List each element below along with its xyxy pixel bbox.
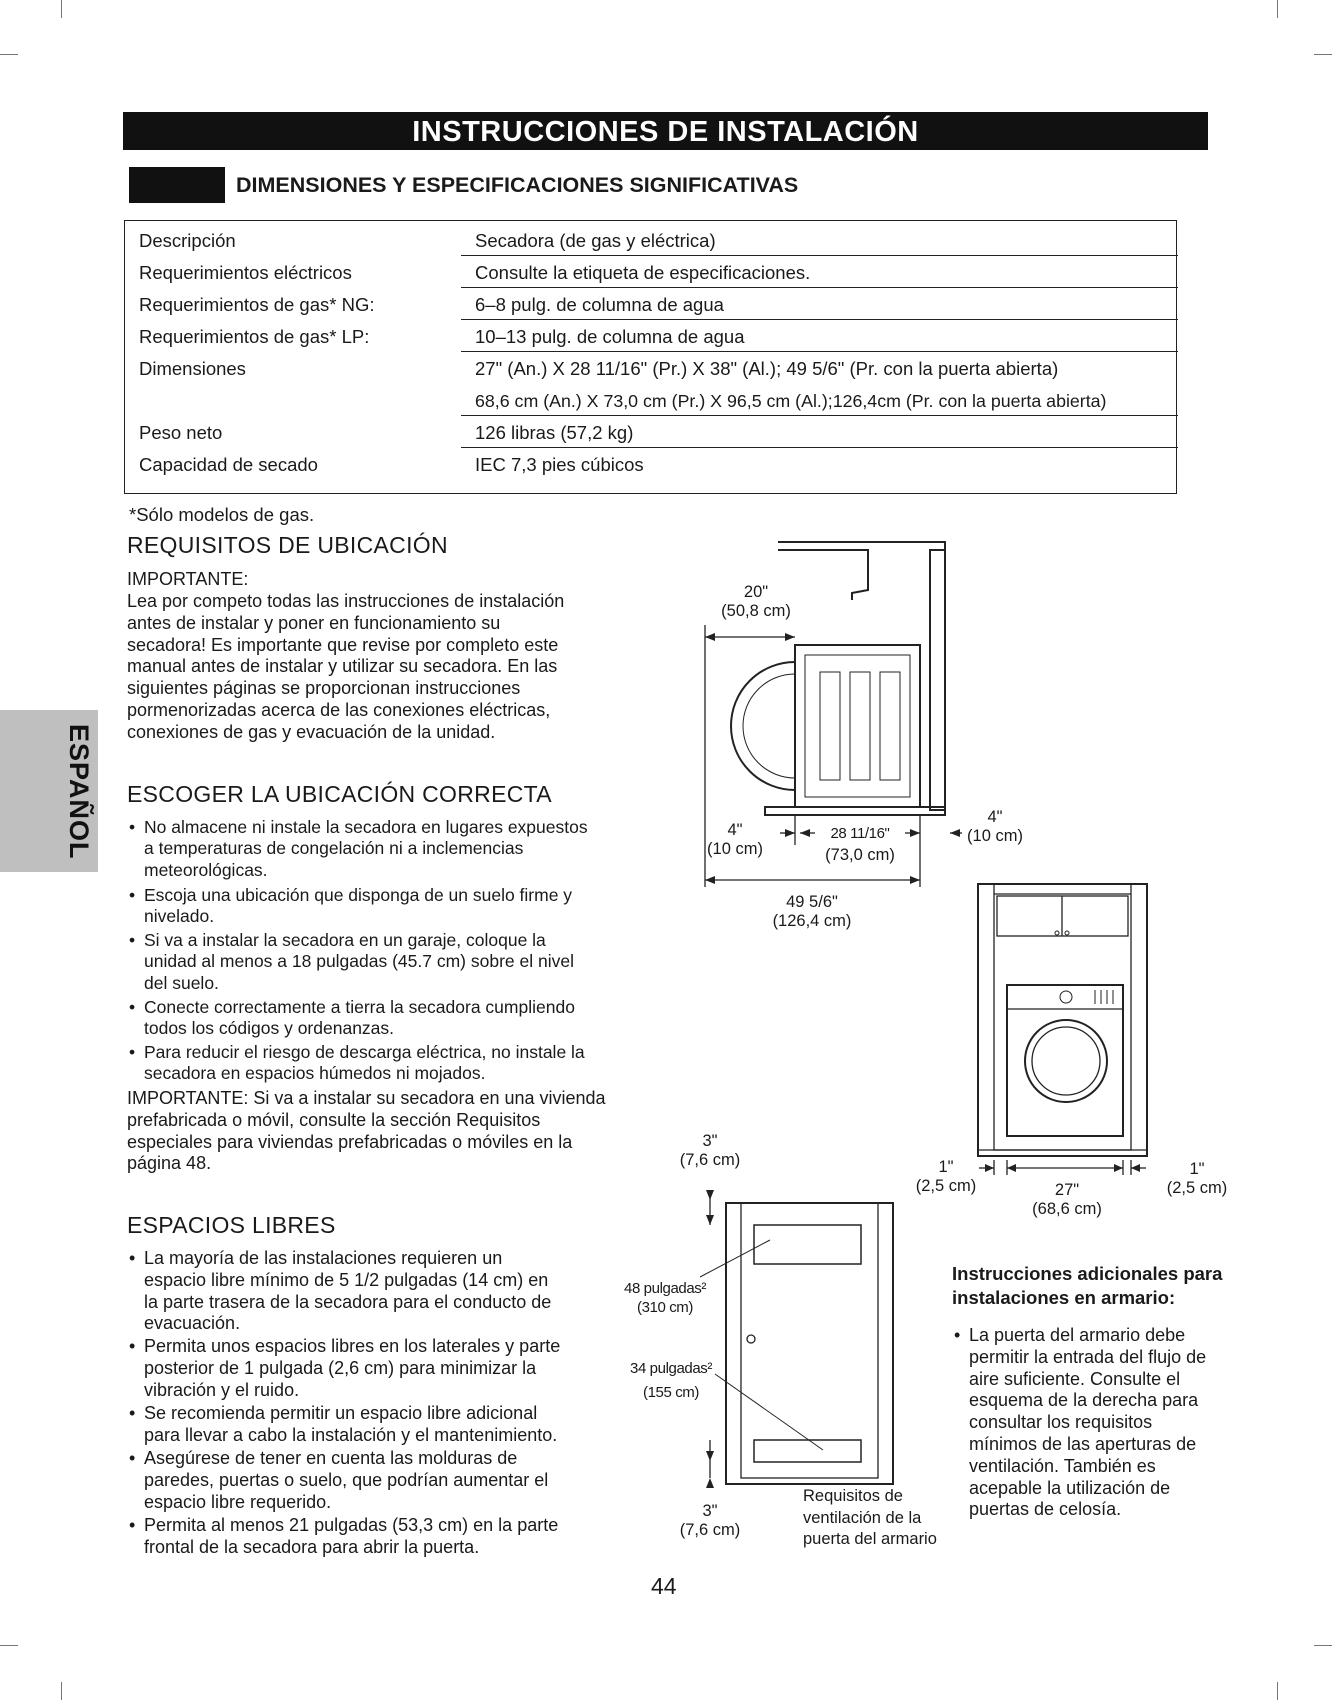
caption-line: puerta del armario [803,1530,937,1548]
dim-label: 3" [702,1132,718,1150]
bullet-icon: • [129,930,136,950]
spec-footnote: *Sólo modelos de gas. [129,504,315,525]
text-line: manual antes de instalar y utilizar su secadora. En las [127,656,558,677]
text-line: Si va a instalar la secadora en un garaje, coloque la [144,930,546,950]
bullet-icon: • [129,1248,136,1268]
list-item [954,1325,1207,1521]
spec-value: Secadora (de gas y eléctrica) [475,230,716,251]
lower-vent-area [628,1357,714,1405]
text-line: meteorológicas. [144,859,268,880]
arrow-icon [706,1190,714,1200]
text-line: consultar los requisitos [969,1412,1153,1433]
caption-line: Requisitos de [803,1487,903,1505]
section-banner: INSTRUCCIONES DE INSTALACIÓN [123,112,1208,150]
dim-label: 28 11/16" [830,825,890,842]
text-line: espacio libre requerido. [144,1491,332,1512]
bullet-icon: • [129,1336,136,1356]
spec-label: Requerimientos de gas* NG: [139,294,375,315]
text-line: pormenorizadas acerca de las conexiones eléctricas, [127,699,551,720]
dim-label: (50,8 cm) [721,602,791,620]
text-line: Asegúrese de tener en cuenta las molduras de [144,1448,518,1468]
text-line: mínimos de las aperturas de [969,1433,1197,1454]
dim-label: 20" [743,583,769,601]
leader-line [715,1374,823,1450]
arrow-icon [706,1478,714,1488]
title-line: instalaciones en armario: [952,1287,1176,1308]
text-line: para llevar a cabo la instalación y el mantenimiento. [144,1424,558,1445]
clearance-heading: ESPACIOS LIBRES [127,1212,336,1238]
dim-label: (2,5 cm) [915,1177,977,1195]
text-line: página 48. [127,1153,212,1174]
bullet-icon: • [954,1325,961,1345]
text-line: antes de instalar y poner en funcionamiento su [127,612,501,633]
bullet-icon: • [129,817,136,837]
upper-vent [754,1225,861,1264]
dim-label: (126,4 cm) [772,912,852,930]
lower-vent [754,1440,861,1462]
arrow-icon [706,1215,714,1225]
text-line: posterior de 1 pulgada (2,6 cm) para minimizar la [144,1357,537,1378]
spec-label: Requerimientos de gas* LP: [139,326,370,347]
door-bottom-dim [670,1502,750,1540]
dim-label: (10 cm) [707,840,763,858]
section-subtitle: DIMENSIONES Y ESPECIFICACIONES SIGNIFICATIVAS [236,173,799,197]
text-line: Escoja una ubicación que disponga de un suelo firme y [144,885,573,905]
text-line: especiales para viviendas prefabricadas o móviles en la [127,1131,573,1152]
dim-label: 34 pulgadas² [630,1360,712,1377]
spec-label: Dimensiones [139,358,246,379]
dim-label: (10 cm) [967,827,1023,845]
text-line: secadora! Es importante que revise por completo este [127,634,559,655]
text-line: todos los códigos y ordenanzas. [144,1018,395,1039]
text-line: conexiones de gas y evacuación de la unidad. [127,721,496,742]
spec-value: Consulte la etiqueta de especificaciones. [475,262,811,283]
dim-label: 48 pulgadas² [624,1280,706,1297]
dim-label: 4" [987,808,1003,826]
spec-label: Requerimientos eléctricos [139,262,352,283]
bullet-icon: • [129,885,136,905]
text-line: ventilación. También es [969,1455,1156,1476]
bullet-icon: • [129,1515,136,1535]
text-line: evacuación. [144,1313,241,1334]
bullet-icon: • [129,1448,136,1468]
spec-value: 27" (An.) X 28 11/16" (Pr.) X 38" (Al.); 49 5/6" (Pr. con la puerta abierta) [475,358,1059,379]
location-heading: REQUISITOS DE UBICACIÓN [127,532,448,558]
choose-heading: ESCOGER LA UBICACIÓN CORRECTA [127,781,552,807]
dim-label: (68,6 cm) [1032,1200,1102,1218]
text-line: frontal de la secadora para abrir la puerta. [144,1536,480,1557]
text-line: acepable la utilización de [969,1477,1171,1498]
text-line: Lea por competo todas las instrucciones de instalación [127,591,565,611]
page-number: 44 [651,1573,677,1599]
bullet-icon: • [129,1403,136,1423]
spec-label: Peso neto [139,422,223,443]
spec-value: 68,6 cm (An.) X 73,0 cm (Pr.) X 96,5 cm (Al.);126,4cm (Pr. con la puerta abierta) [475,391,1107,411]
leader-line [700,1240,770,1277]
text-line: Permita unos espacios libres en los laterales y parte [144,1336,561,1356]
spec-label: Capacidad de secado [139,454,318,475]
text-line: puertas de celosía. [969,1499,1122,1520]
text-line: espacio libre mínimo de 5 1/2 pulgadas (14 cm) en [144,1269,549,1290]
title-line: Instrucciones adicionales para [952,1263,1223,1284]
language-tab-label: ESPAÑOL [64,724,94,860]
dim-label: 3" [702,1502,718,1520]
arrow-icon [706,1451,714,1461]
text-line: La puerta del armario debe [969,1325,1186,1345]
upper-vent-area [622,1279,708,1317]
spec-value: 6–8 pulg. de columna de agua [475,294,724,315]
dim-label: 4" [727,821,743,839]
text-line: No almacene ni instale la secadora en lugares expuestos [144,817,588,837]
dim-label: (310 cm) [637,1299,693,1316]
text-line: Se recomienda permitir un espacio libre adicional [144,1403,538,1423]
text-line: siguientes páginas se proporcionan instrucciones [127,678,521,699]
dim-label: 1" [938,1158,954,1176]
door-lines [700,1190,893,1484]
text-line: permitir la entrada del flujo de [969,1346,1207,1367]
spec-value: IEC 7,3 pies cúbicos [475,454,644,475]
dim-label: 49 5/6" [786,893,838,911]
text-line: prefabricada o móvil, consulte la sección Requisitos [127,1109,541,1130]
bullet-icon: • [129,997,136,1017]
door-top-dim [670,1132,750,1170]
text-line: la parte trasera de la secadora para el conducto de [144,1291,552,1312]
text-line: aire suficiente. Consulte el [969,1368,1181,1389]
dim-label: (2,5 cm) [1166,1179,1228,1197]
spec-value: 126 libras (57,2 kg) [475,422,634,443]
text-line: esquema de la derecha para [969,1390,1199,1411]
text-line: paredes, puertas o suelo, que podrían aumentar el [144,1469,549,1490]
important-label: IMPORTANTE: [127,569,249,589]
dim-label: 27" [1054,1181,1080,1199]
text-line: secadora en espacios húmedos ni mojados. [144,1063,486,1084]
dim-label: 1" [1189,1160,1205,1178]
text-line: Para reducir el riesgo de descarga eléctrica, no instale la [144,1042,585,1062]
dim-label: (7,6 cm) [679,1151,741,1169]
text-line: del suelo. [144,972,219,993]
text-line: Permita al menos 21 pulgadas (53,3 cm) en la parte [144,1515,559,1535]
spec-value: 10–13 pulg. de columna de agua [475,326,745,347]
spec-label: Descripción [139,230,236,251]
text-line: La mayoría de las instalaciones requieren un [144,1248,503,1268]
text-line: unidad al menos a 18 pulgadas (45.7 cm) sobre el nivel [144,951,574,972]
caption-line: ventilación de la [803,1508,922,1527]
text-line: a temperaturas de congelación ni a inclemencias [144,838,524,859]
dim-label: (73,0 cm) [825,846,895,864]
bullet-icon: • [129,1042,136,1062]
text-line: vibración y el ruido. [144,1379,300,1400]
text-line: nivelado. [144,906,215,927]
door-knob-icon [747,1335,755,1343]
closet-title [952,1262,1222,1310]
door-caption [803,1486,937,1551]
text-line: Conecte correctamente a tierra la secadora cumpliendo [144,997,575,1017]
dim-label: (155 cm) [643,1384,699,1401]
dim-label: (7,6 cm) [679,1521,741,1539]
text-line: IMPORTANTE: Si va a instalar su secadora en una vivienda [127,1088,606,1108]
